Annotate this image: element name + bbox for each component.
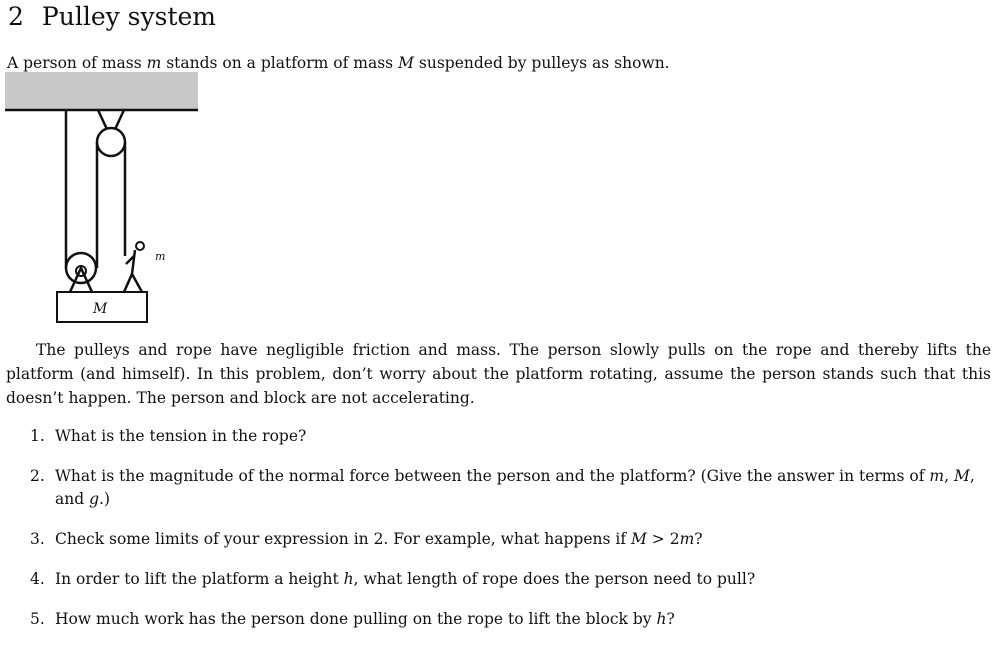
pulley-figure (0, 68, 220, 328)
question-text: > 2 (646, 530, 680, 548)
question-text: What is the magnitude of the normal force between the person and the platform? (Give the answer in terms of (55, 467, 930, 485)
platform-label: M (93, 301, 108, 317)
person-leg-left (124, 274, 132, 292)
question-text: What is the tension in the rope? (55, 427, 307, 445)
question-1 (30, 425, 992, 448)
var-M: M (953, 467, 970, 485)
ceiling (5, 72, 198, 110)
person-head (136, 242, 144, 250)
question-number: 1. (30, 427, 45, 445)
person-body (132, 250, 135, 274)
question-number: 5. (30, 610, 45, 628)
intro-text-2: stands on a platform of mass (161, 54, 399, 72)
question-text: .) (99, 490, 110, 508)
question-number: 2. (30, 467, 45, 485)
intro-text-3: suspended by pulleys as shown. (413, 54, 670, 72)
var-m: m (929, 467, 945, 485)
question-text: , what length of rope does the person need to pull? (353, 570, 756, 588)
person-label: m (155, 250, 166, 263)
question-number: 3. (30, 530, 45, 548)
question-list (30, 425, 992, 648)
top-pulley-wheel (97, 128, 125, 156)
question-2 (30, 465, 992, 511)
section-heading (8, 0, 216, 34)
intro-text-1: A person of mass (7, 54, 147, 72)
question-text: ? (666, 610, 675, 628)
var-M: M (631, 530, 647, 548)
person-leg-right (132, 274, 142, 292)
var-m: m (679, 530, 695, 548)
var-h: h (343, 570, 354, 588)
problem-paragraph: The pulleys and rope have negligible friction and mass. The person slowly pulls on the rope and thereby lifts the platform (and himself). In this problem, don’t worry about the platform rotating, assume the person stands such that this doesn’t happen. The person and block are not accelerating. (6, 341, 991, 407)
question-3 (30, 528, 992, 551)
question-text: ? (694, 530, 703, 548)
question-text: , (944, 467, 954, 485)
var-g: g (89, 490, 100, 508)
question-text: In order to lift the platform a height (55, 570, 344, 588)
question-text: How much work has the person done pulling on the rope to lift the block by (55, 610, 657, 628)
question-text: , and (55, 467, 975, 508)
question-5 (30, 608, 992, 631)
question-number: 4. (30, 570, 45, 588)
intro-var-m: m (146, 54, 162, 72)
question-4 (30, 568, 992, 591)
section-number: 2 (8, 2, 24, 31)
intro-var-M: M (398, 54, 414, 72)
section-title: Pulley system (41, 2, 217, 31)
question-text: Check some limits of your expression in 2. For example, what happens if (55, 530, 631, 548)
var-h: h (656, 610, 667, 628)
